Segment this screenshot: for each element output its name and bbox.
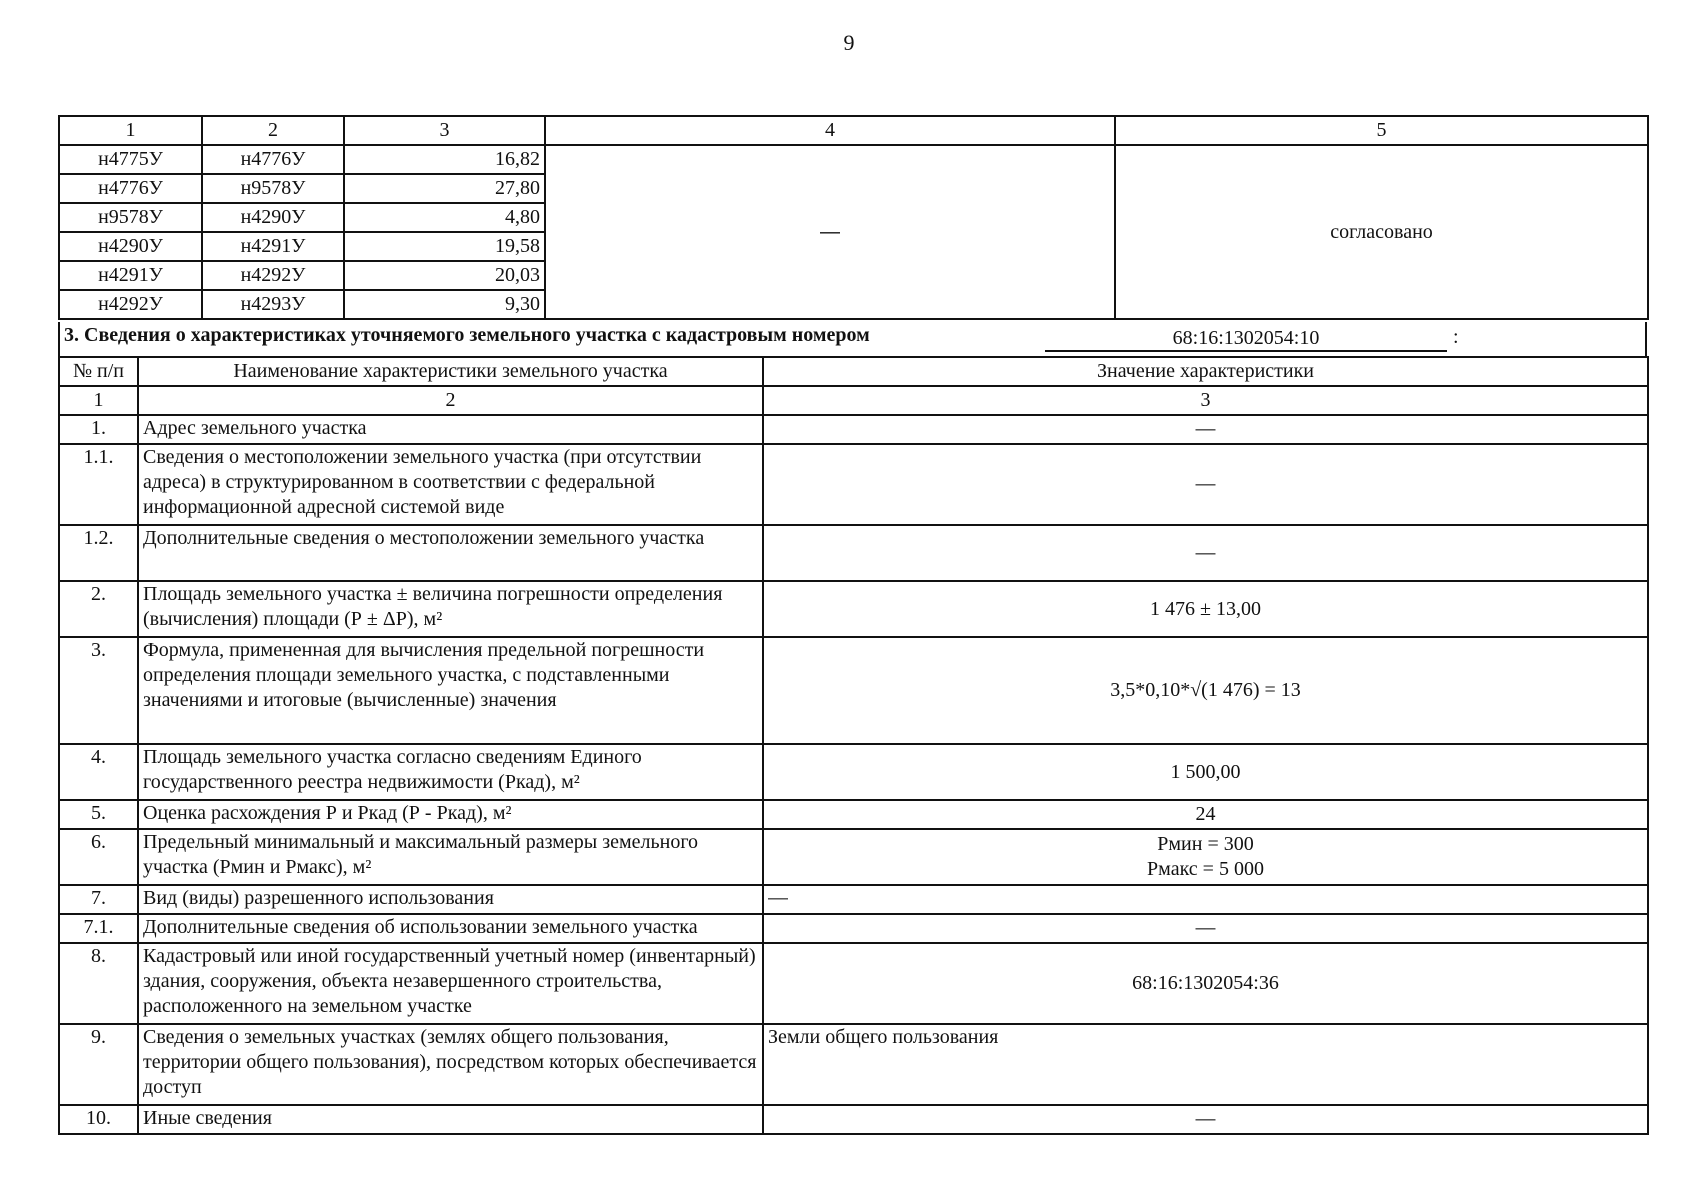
row-number: 8. [59,943,138,1024]
segment-from: н4290У [59,232,202,261]
segment-from: н4776У [59,174,202,203]
max-area: Рмакс = 5 000 [1147,858,1264,880]
row-name: Дополнительные сведения об использовании земельного участка [138,914,763,943]
cadastral-number: 68:16:1302054:10 [1045,326,1447,352]
segment-from: н4775У [59,145,202,174]
row-value: — [763,885,1648,914]
row-number: 1.2. [59,525,138,581]
row-number: 3. [59,637,138,744]
row-name: Предельный минимальный и максимальный размеры земельного участка (Рмин и Рмакс), м² [138,829,763,885]
title-colon: : [1453,326,1459,348]
table-row [59,800,1648,829]
row-value: Земли общего пользования [763,1024,1648,1105]
row-name: Вид (виды) разрешенного использования [138,885,763,914]
segments-header-3: 3 [344,116,545,145]
row-number: 5. [59,800,138,829]
row-value-minmax [763,829,1648,885]
table-row [59,444,1648,525]
table-row [59,581,1648,637]
row-name: Адрес земельного участка [138,415,763,444]
row-name: Сведения о местоположении земельного участка (при отсутствии адреса) в структурированном в соответствии с федеральной информационной адресной системой виде [138,444,763,525]
row-number: 2. [59,581,138,637]
segments-header-5: 5 [1115,116,1648,145]
row-name: Дополнительные сведения о местоположении земельного участка [138,525,763,581]
section-3-title-row [58,322,1647,357]
row-name: Формула, примененная для вычисления предельной погрешности определения площади земельного участка, с подставленными значениями и итоговые (вычисленные) значения [138,637,763,744]
segments-header-2: 2 [202,116,344,145]
row-name: Сведения о земельных участках (землях общего пользования, территории общего пользования), посредством которых обеспечивается доступ [138,1024,763,1105]
row-number: 1. [59,415,138,444]
segment-to: н4292У [202,261,344,290]
segment-to: н4776У [202,145,344,174]
segment-from: н4292У [59,290,202,319]
page-number: 9 [843,30,855,55]
column-number-3: 3 [763,386,1648,415]
row-number: 7. [59,885,138,914]
table-row [59,914,1648,943]
row-number: 7.1. [59,914,138,943]
table-row [59,943,1648,1024]
header-number: № п/п [59,357,138,386]
row-value: — [763,1105,1648,1134]
table-row [59,1105,1648,1134]
row-value: 68:16:1302054:36 [763,943,1648,1024]
min-area: Рмин = 300 [1157,833,1254,855]
segment-to: н4291У [202,232,344,261]
row-name: Площадь земельного участка согласно сведениям Единого государственного реестра недвижимости (Ркад), м² [138,744,763,800]
column-number-2: 2 [138,386,763,415]
row-number: 1.1. [59,444,138,525]
row-value: — [763,525,1648,581]
row-number: 9. [59,1024,138,1105]
table-row [59,829,1648,885]
header-name: Наименование характеристики земельного участка [138,357,763,386]
table-row [59,744,1648,800]
row-number: 6. [59,829,138,885]
row-value: — [763,444,1648,525]
table-row [59,145,1648,174]
table-row [59,885,1648,914]
segments-col4-value: — [545,145,1115,319]
segment-to: н4290У [202,203,344,232]
row-value: — [763,415,1648,444]
segments-header-row [59,116,1648,145]
table-row [59,637,1648,744]
table-row [59,415,1648,444]
table-row [59,1024,1648,1105]
row-value: — [763,914,1648,943]
row-value: 1 500,00 [763,744,1648,800]
section-3-title: 3. Сведения о характеристиках уточняемого земельного участка с кадастровым номером [64,324,870,346]
row-value: 3,5*0,10*√(1 476) = 13 [763,637,1648,744]
segments-header-4: 4 [545,116,1115,145]
row-number: 10. [59,1105,138,1134]
row-name: Иные сведения [138,1105,763,1134]
segment-to: н9578У [202,174,344,203]
row-value: 24 [763,800,1648,829]
row-value: 1 476 ± 13,00 [763,581,1648,637]
segment-from: н4291У [59,261,202,290]
row-name: Площадь земельного участка ± величина погрешности определения (вычисления) площади (Р ± ΔР), м² [138,581,763,637]
segments-agreement-status: согласовано [1115,145,1648,319]
characteristics-header-row [59,357,1648,386]
segment-length: 20,03 [344,261,545,290]
column-number-1: 1 [59,386,138,415]
segment-length: 9,30 [344,290,545,319]
table-row [59,525,1648,581]
row-name: Кадастровый или иной государственный учетный номер (инвентарный) здания, сооружения, объекта незавершенного строительства, расположенного на земельном участке [138,943,763,1024]
column-numbers-row [59,386,1648,415]
segments-header-1: 1 [59,116,202,145]
header-value: Значение характеристики [763,357,1648,386]
segment-length: 4,80 [344,203,545,232]
segment-length: 27,80 [344,174,545,203]
segment-length: 16,82 [344,145,545,174]
segment-length: 19,58 [344,232,545,261]
segments-table [58,115,1649,320]
segment-from: н9578У [59,203,202,232]
characteristics-table [58,356,1649,1135]
segment-to: н4293У [202,290,344,319]
row-number: 4. [59,744,138,800]
row-name: Оценка расхождения Р и Ркад (Р - Ркад), м² [138,800,763,829]
